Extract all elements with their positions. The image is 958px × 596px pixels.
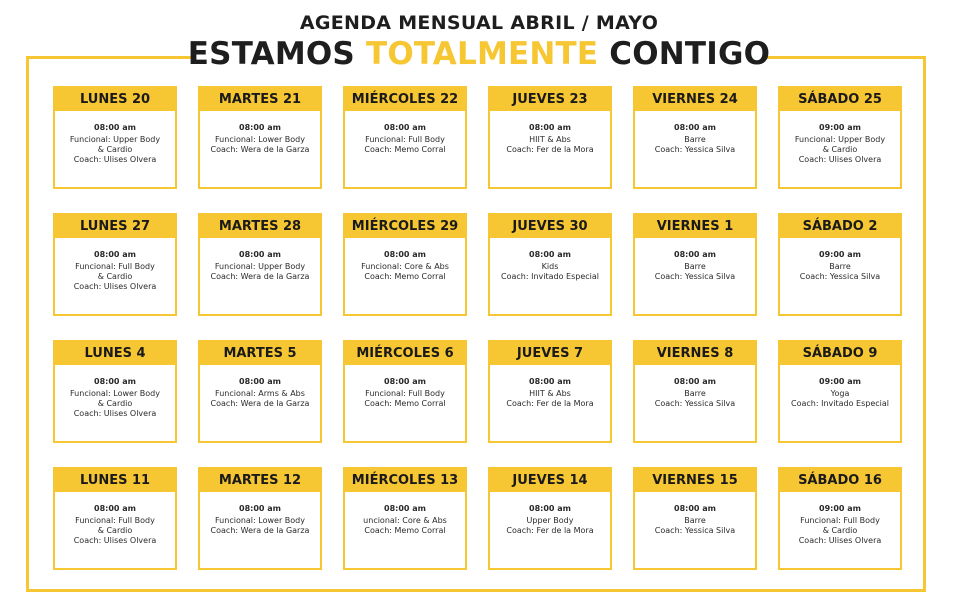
class-detail-line: Coach: Ulises Olvera [73, 409, 157, 418]
class-detail-line: Funcional: Lower Body [215, 135, 305, 144]
class-time: 08:00 am [384, 377, 426, 386]
day-label: JUEVES 23 [490, 88, 610, 111]
class-detail-line: Coach: Ulises Olvera [798, 536, 882, 545]
class-time: 08:00 am [239, 123, 281, 132]
class-detail-line: Barre [684, 516, 706, 525]
class-detail-line: Yoga [830, 389, 850, 398]
class-time: 08:00 am [529, 250, 571, 259]
class-detail-line: Coach: Fer de la Mora [506, 399, 594, 408]
class-detail-line: & Cardio [97, 145, 133, 154]
day-card [198, 467, 322, 570]
class-detail-line: Barre [684, 262, 706, 271]
day-card [488, 213, 612, 316]
class-time: 08:00 am [529, 123, 571, 132]
class-detail-line: Coach: Wera de la Garza [210, 526, 310, 535]
title-part-1: ESTAMOS [187, 36, 355, 72]
class-detail-line: Funcional: Lower Body [215, 516, 305, 525]
class-detail-line: Funcional: Full Body [75, 262, 155, 271]
day-card [343, 213, 467, 316]
class-detail-line: & Cardio [97, 526, 133, 535]
class-detail-line: Coach: Yessica Silva [654, 526, 736, 535]
day-label: LUNES 20 [55, 88, 175, 111]
page-subtitle: AGENDA MENSUAL ABRIL / MAYO [299, 12, 659, 34]
class-time: 08:00 am [239, 250, 281, 259]
day-card [778, 340, 902, 443]
class-detail-line: Coach: Invitado Especial [791, 399, 889, 408]
class-details [345, 238, 465, 282]
class-time: 08:00 am [674, 377, 716, 386]
class-time: 08:00 am [674, 504, 716, 513]
class-detail-line: Coach: Wera de la Garza [210, 145, 310, 154]
class-time: 08:00 am [94, 377, 136, 386]
class-details [490, 365, 610, 409]
day-label: VIERNES 8 [635, 342, 755, 365]
class-details [200, 238, 320, 282]
class-detail-line: Coach: Memo Corral [364, 526, 446, 535]
class-details [635, 111, 755, 155]
class-time: 08:00 am [384, 250, 426, 259]
class-details [780, 238, 900, 282]
class-time: 09:00 am [819, 377, 861, 386]
class-detail-line: Coach: Yessica Silva [654, 399, 736, 408]
class-details [200, 492, 320, 536]
class-detail-line: Coach: Ulises Olvera [73, 155, 157, 164]
day-card [778, 467, 902, 570]
day-label: MARTES 28 [200, 215, 320, 238]
day-label: LUNES 4 [55, 342, 175, 365]
class-details [55, 365, 175, 419]
day-card [343, 340, 467, 443]
class-detail-line: Coach: Fer de la Mora [506, 145, 594, 154]
class-detail-line: Coach: Invitado Especial [501, 272, 599, 281]
class-detail-line: uncional: Core & Abs [363, 516, 447, 525]
day-label: SÁBADO 16 [780, 469, 900, 492]
class-time: 09:00 am [819, 504, 861, 513]
class-time: 08:00 am [94, 504, 136, 513]
day-card [488, 86, 612, 189]
class-detail-line: Upper Body [526, 516, 574, 525]
class-details [780, 365, 900, 409]
day-label: SÁBADO 2 [780, 215, 900, 238]
class-detail-line: Funcional: Full Body [365, 135, 445, 144]
class-details [490, 111, 610, 155]
day-label: LUNES 27 [55, 215, 175, 238]
class-detail-line: Funcional: Upper Body [214, 262, 306, 271]
class-time: 08:00 am [529, 377, 571, 386]
class-details [345, 111, 465, 155]
class-details [635, 365, 755, 409]
day-card [198, 213, 322, 316]
class-detail-line: HIIT & Abs [529, 135, 571, 144]
day-label: MARTES 5 [200, 342, 320, 365]
class-detail-line: Funcional: Full Body [365, 389, 445, 398]
class-time: 08:00 am [529, 504, 571, 513]
day-card [633, 213, 757, 316]
class-details [200, 365, 320, 409]
day-card [53, 467, 177, 570]
class-details [490, 238, 610, 282]
day-card [488, 340, 612, 443]
class-detail-line: Coach: Ulises Olvera [798, 155, 882, 164]
class-details [635, 238, 755, 282]
class-detail-line: & Cardio [97, 272, 133, 281]
title-accent: TOTALMENTE [365, 36, 599, 72]
class-detail-line: & Cardio [97, 399, 133, 408]
day-label: MIÉRCOLES 22 [345, 88, 465, 111]
class-details [55, 238, 175, 292]
class-detail-line: Funcional: Full Body [800, 516, 880, 525]
class-detail-line: Kids [541, 262, 559, 271]
class-details [345, 365, 465, 409]
class-detail-line: Funcional: Arms & Abs [215, 389, 305, 398]
day-label: MIÉRCOLES 6 [345, 342, 465, 365]
day-label: MIÉRCOLES 13 [345, 469, 465, 492]
class-detail-line: Coach: Ulises Olvera [73, 282, 157, 291]
class-detail-line: Coach: Memo Corral [364, 145, 446, 154]
class-time: 08:00 am [239, 504, 281, 513]
day-card [633, 467, 757, 570]
class-time: 08:00 am [384, 504, 426, 513]
class-detail-line: HIIT & Abs [529, 389, 571, 398]
class-detail-line: Coach: Yessica Silva [654, 145, 736, 154]
day-card [778, 213, 902, 316]
day-label: LUNES 11 [55, 469, 175, 492]
class-time: 08:00 am [94, 123, 136, 132]
class-detail-line: Coach: Ulises Olvera [73, 536, 157, 545]
class-details [635, 492, 755, 536]
class-detail-line: Barre [684, 389, 706, 398]
day-card [633, 86, 757, 189]
class-detail-line: & Cardio [822, 145, 858, 154]
class-detail-line: Barre [829, 262, 851, 271]
day-card [343, 467, 467, 570]
class-time: 08:00 am [674, 123, 716, 132]
day-card [198, 340, 322, 443]
day-label: MIÉRCOLES 29 [345, 215, 465, 238]
day-card [778, 86, 902, 189]
day-card [198, 86, 322, 189]
class-time: 08:00 am [384, 123, 426, 132]
day-card [633, 340, 757, 443]
class-time: 08:00 am [94, 250, 136, 259]
day-label: JUEVES 7 [490, 342, 610, 365]
class-detail-line: Coach: Memo Corral [364, 272, 446, 281]
class-details [55, 111, 175, 165]
day-label: MARTES 21 [200, 88, 320, 111]
class-time: 09:00 am [819, 123, 861, 132]
class-detail-line: Coach: Wera de la Garza [210, 399, 310, 408]
class-time: 09:00 am [819, 250, 861, 259]
page-title [0, 36, 958, 72]
class-details [780, 111, 900, 165]
title-part-2: CONTIGO [609, 36, 771, 72]
day-label: JUEVES 30 [490, 215, 610, 238]
class-details [780, 492, 900, 546]
class-detail-line: Coach: Yessica Silva [799, 272, 881, 281]
day-label: SÁBADO 25 [780, 88, 900, 111]
class-details [55, 492, 175, 546]
day-card [53, 340, 177, 443]
day-card [343, 86, 467, 189]
day-card [53, 213, 177, 316]
day-card [488, 467, 612, 570]
day-card [53, 86, 177, 189]
class-time: 08:00 am [674, 250, 716, 259]
day-label: MARTES 12 [200, 469, 320, 492]
day-label: VIERNES 1 [635, 215, 755, 238]
class-details [345, 492, 465, 536]
class-details [200, 111, 320, 155]
class-detail-line: Funcional: Upper Body [794, 135, 886, 144]
class-detail-line: Funcional: Upper Body [69, 135, 161, 144]
class-time: 08:00 am [239, 377, 281, 386]
class-detail-line: & Cardio [822, 526, 858, 535]
day-label: SÁBADO 9 [780, 342, 900, 365]
class-detail-line: Funcional: Core & Abs [361, 262, 449, 271]
day-label: JUEVES 14 [490, 469, 610, 492]
class-detail-line: Funcional: Full Body [75, 516, 155, 525]
schedule-grid [53, 86, 903, 570]
class-details [490, 492, 610, 536]
class-detail-line: Coach: Fer de la Mora [506, 526, 594, 535]
class-detail-line: Coach: Wera de la Garza [210, 272, 310, 281]
class-detail-line: Barre [684, 135, 706, 144]
day-label: VIERNES 15 [635, 469, 755, 492]
class-detail-line: Funcional: Lower Body [70, 389, 160, 398]
class-detail-line: Coach: Yessica Silva [654, 272, 736, 281]
day-label: VIERNES 24 [635, 88, 755, 111]
class-detail-line: Coach: Memo Corral [364, 399, 446, 408]
